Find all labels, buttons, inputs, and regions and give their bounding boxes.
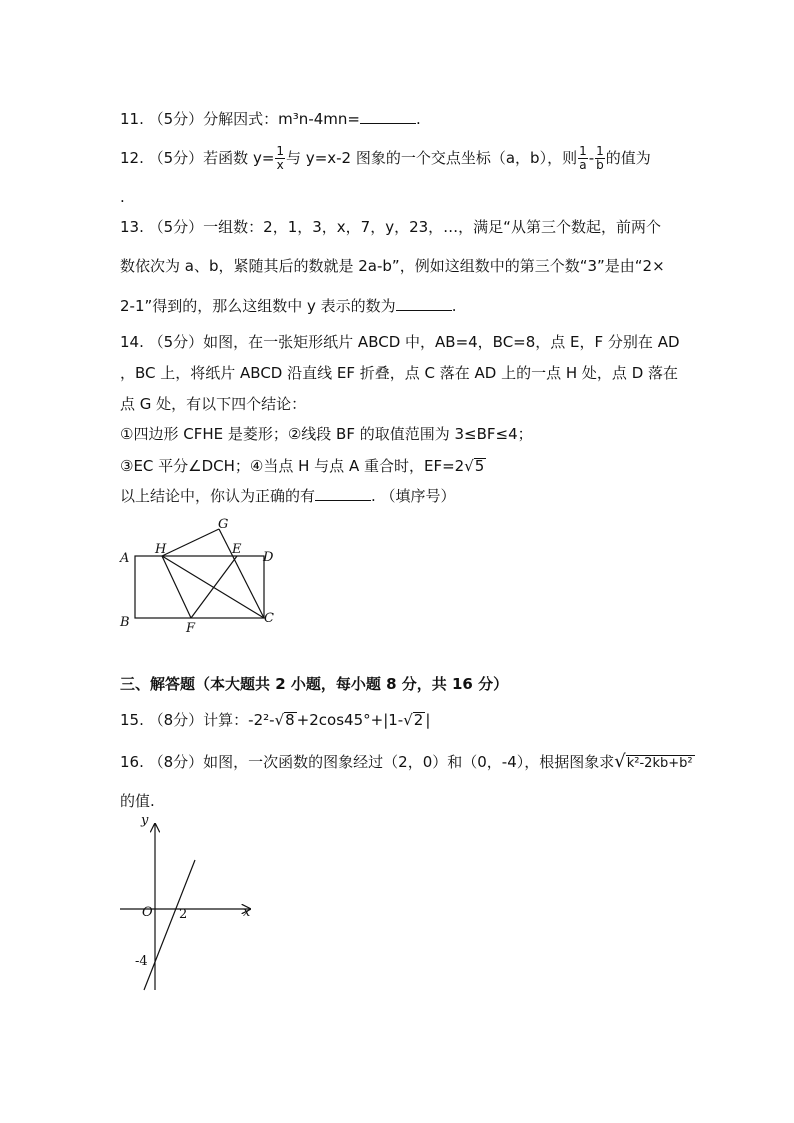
frac-den: a <box>579 158 587 172</box>
linear-function-graph <box>115 812 260 994</box>
q14-line-6 <box>120 486 456 506</box>
q13-line-1: 13. （5分）一组数：2，1，3，x，7，y，23，…，满足“从第三个数起，前两个 <box>120 218 661 236</box>
question-16 <box>120 752 695 772</box>
frac-num: 1 <box>596 144 604 158</box>
segment-hg <box>162 529 219 556</box>
q14-line-6-text: 以上结论中，你认为正确的有 <box>120 487 316 505</box>
question-15 <box>120 710 430 730</box>
q12-continuation: . <box>120 188 125 206</box>
question-11 <box>120 109 421 129</box>
section-3-heading: 三、解答题（本大题共 2 小题，每小题 8 分，共 16 分） <box>120 675 509 693</box>
label-e: E <box>232 542 242 557</box>
minus-sign: - <box>588 149 595 167</box>
q14-line-2: ，BC 上，将纸片 ABCD 沿直线 EF 折叠，点 C 落在 AD 上的一点 H 处，点 D 落在 <box>120 364 679 382</box>
q12-num: 12. <box>120 149 144 167</box>
label-h: H <box>155 542 167 557</box>
q16-line-2: 的值. <box>120 792 155 810</box>
sqrt-symbol: √ <box>464 457 474 475</box>
sqrt-radicand-8: 8 <box>285 711 295 729</box>
q14-line-1: 14. （5分）如图，在一张矩形纸片 ABCD 中，AB=4，BC=8，点 E，F 分别在 AD <box>120 333 680 351</box>
sqrt-radicand-2: 2 <box>413 711 424 729</box>
sqrt-symbol: √ <box>403 711 413 729</box>
sqrt-radicand-expression: k²-2kb+b² <box>626 756 693 771</box>
label-origin: O <box>142 905 153 920</box>
label-b: B <box>120 615 130 630</box>
q13-answer-blank <box>396 296 452 311</box>
q14-line-6-end: . （填序号） <box>371 487 456 505</box>
label-2: 2 <box>179 907 188 922</box>
label-f: F <box>186 621 196 636</box>
q12-text-c: 的值为 <box>605 149 651 167</box>
q11-end: . <box>415 110 421 128</box>
q15-text-a: 15. （8分）计算：-2²- <box>120 711 275 729</box>
q12-text-b: 与 y=x-2 图象的一个交点坐标（a，b），则 <box>286 149 578 167</box>
frac-num: 1 <box>579 144 587 158</box>
frac-den: b <box>596 158 604 172</box>
sqrt-symbol: √ <box>614 751 626 772</box>
q16-text: 16. （8分）如图，一次函数的图象经过（2，0）和（0，-4），根据图象求 <box>120 753 615 771</box>
q13-line-3 <box>120 296 456 316</box>
q15-abs-close: | <box>425 711 431 729</box>
label-c: C <box>264 611 274 626</box>
rectangle-abcd <box>135 556 264 618</box>
function-line <box>144 860 195 990</box>
q14-answer-blank <box>315 486 371 501</box>
q14-line-3: 点 G 处，有以下四个结论： <box>120 395 307 413</box>
q11-answer-blank <box>360 109 416 124</box>
question-12 <box>120 145 651 172</box>
rectangle-fold-figure <box>110 512 290 637</box>
segment-fe <box>191 556 237 618</box>
q14-line-5 <box>120 456 486 476</box>
q14-line-5-text: ③EC 平分∠DCH；④当点 H 与点 A 重合时，EF=2 <box>120 457 465 475</box>
label-d: D <box>263 550 274 565</box>
sqrt-radicand: 5 <box>474 457 485 475</box>
label-g: G <box>218 517 229 532</box>
label-x: x <box>243 905 251 920</box>
fraction-1-over-a <box>578 145 588 172</box>
q11-text: 11. <box>120 110 144 128</box>
label-a: A <box>120 551 130 566</box>
q13-line-2: 数依次为 a、b，紧随其后的数就是 2a-b”，例如这组数中的第三个数“3”是由“2× <box>120 257 665 275</box>
frac-num: 1 <box>276 144 285 158</box>
q13-end: . <box>451 297 457 315</box>
sqrt-symbol: √ <box>274 711 285 729</box>
frac-den: x <box>276 158 284 172</box>
q14-line-4: ①四边形 CFHE 是菱形；②线段 BF 的取值范围为 3≤BF≤4； <box>120 425 533 443</box>
label-neg4: -4 <box>135 954 148 969</box>
q12-text-a: （5分）若函数 y= <box>148 149 275 167</box>
q11-body: （5分）分解因式：m³n-4mn= <box>148 110 360 128</box>
fraction-1-over-x <box>275 145 285 172</box>
label-y: y <box>141 813 149 828</box>
q13-line-3-text: 2-1”得到的，那么这组数中 y 表示的数为 <box>120 297 396 315</box>
fraction-1-over-b <box>595 145 605 172</box>
q15-abs-open: |1- <box>383 711 404 729</box>
q15-text-b: +2cos45°+ <box>296 711 384 729</box>
